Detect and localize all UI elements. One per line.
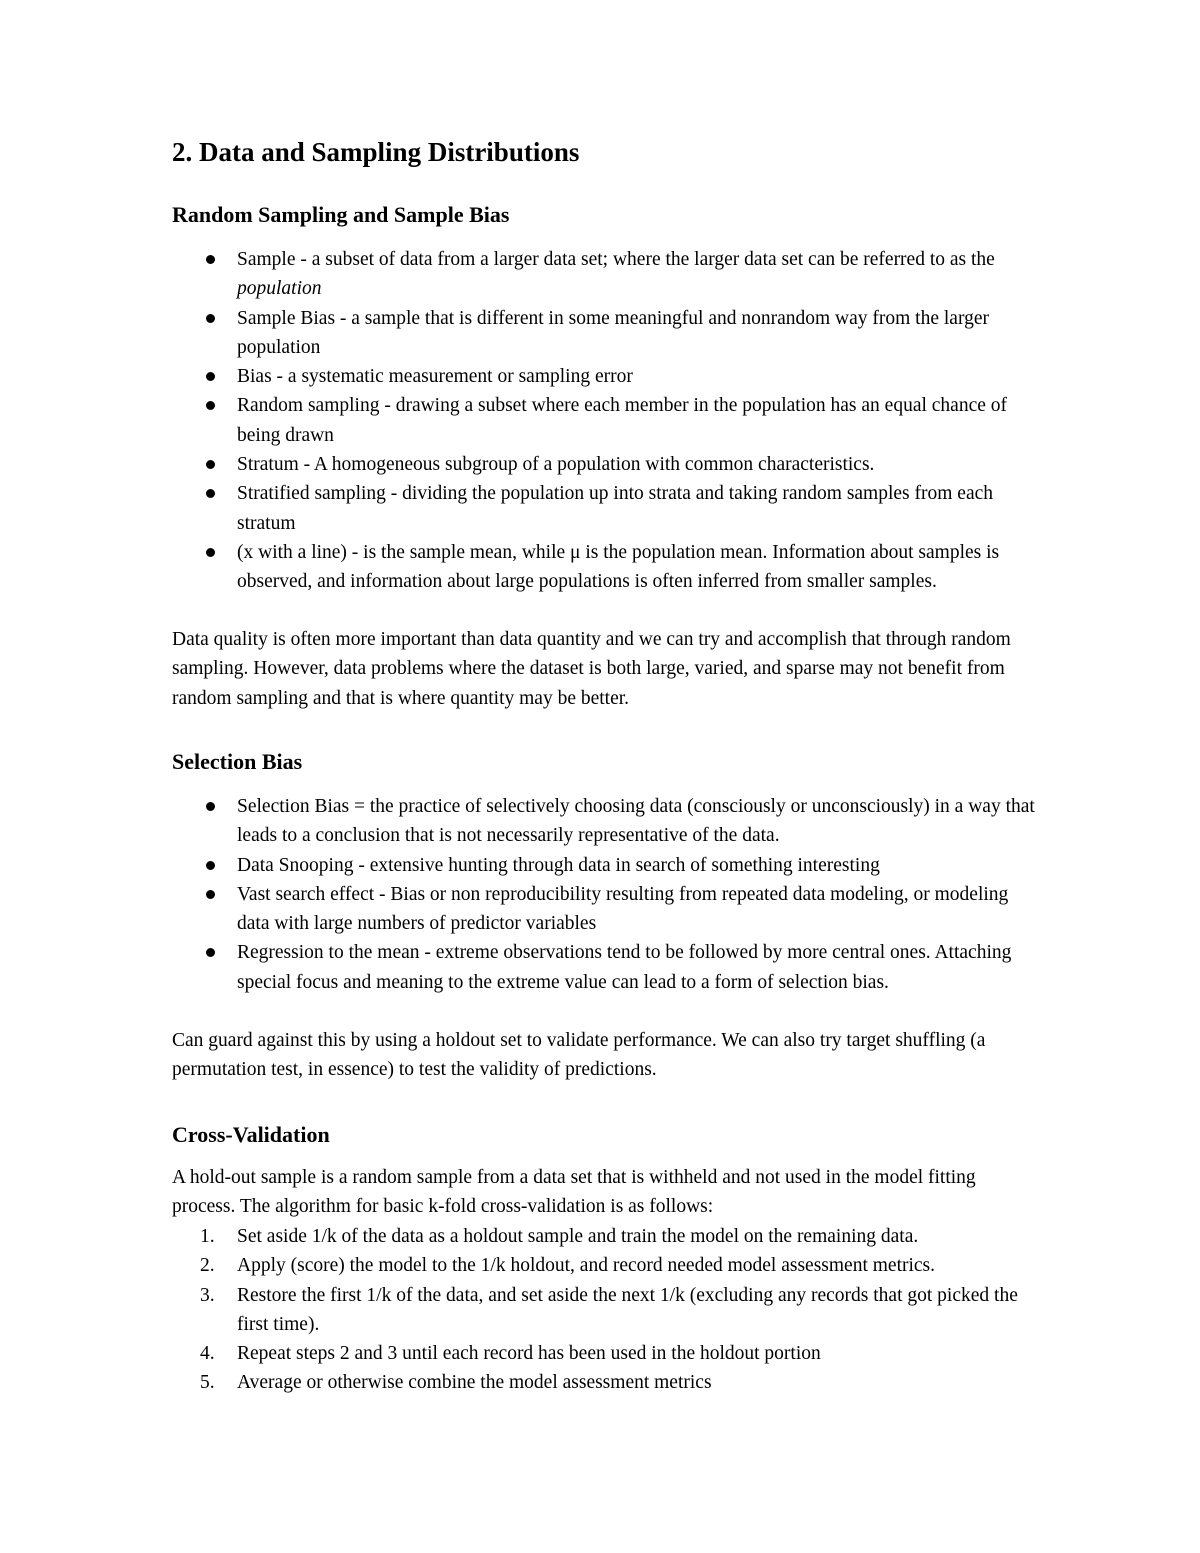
section-heading-cross-validation: Cross-Validation [172, 1122, 330, 1147]
list-item-text: Sample Bias - a sample that is different in some meaningful and nonrandom way from the larger population [237, 307, 989, 358]
cross-validation-paragraph: A hold-out sample is a random sample from a data set that is withheld and not used in the model fitting process. The algorithm for basic k-fold cross-validation is as follows: [172, 1167, 976, 1218]
list-item-text: Restore the first 1/k of the data, and set aside the next 1/k (excluding any records that got picked the first time). [237, 1284, 1018, 1335]
bullet-icon [206, 314, 215, 323]
selection-bias-list [172, 792, 1042, 997]
list-item-text: Regression to the mean - extreme observations tend to be followed by more central ones. Attaching special focus and meaning to the extreme value can lead to a form of selection bias. [237, 942, 1012, 993]
list-item-text: Vast search effect - Bias or non reproducibility resulting from repeated data modeling, or modeling data with large numbers of predictor variables [237, 883, 1009, 935]
list-item [172, 792, 1042, 851]
step-number: 4. [200, 1343, 215, 1365]
step-number: 2. [200, 1255, 215, 1277]
list-item [172, 450, 1042, 479]
list-item [172, 1339, 1042, 1368]
list-item [172, 362, 1042, 391]
list-item [172, 1368, 1042, 1397]
list-item-text: (x with a line) - is the sample mean, while μ is the population mean. Information about samples is observed, and information about large populations is often inferred from smaller samples. [237, 541, 1000, 593]
bullet-icon [206, 489, 215, 498]
list-item [172, 938, 1042, 997]
bullet-icon [206, 548, 215, 557]
list-item-text: Set aside 1/k of the data as a holdout sample and train the model on the remaining data. [237, 1226, 919, 1247]
list-item-text: Stratified sampling - dividing the population up into strata and taking random samples from each stratum [237, 483, 994, 534]
step-number: 1. [200, 1226, 215, 1247]
list-item [172, 304, 1042, 363]
list-item-text: Data Snooping - extensive hunting through data in search of something interesting [237, 854, 880, 876]
bullet-icon [206, 948, 215, 957]
random-sampling-list [172, 245, 1042, 597]
bullet-icon [206, 861, 215, 870]
list-item [172, 851, 1042, 880]
bullet-icon [206, 802, 215, 811]
list-item [172, 880, 1042, 939]
list-item-text: Repeat steps 2 and 3 until each record has been used in the holdout portion [237, 1343, 821, 1365]
bullet-icon [206, 372, 215, 381]
random-sampling-paragraph: Data quality is often more important than data quantity and we can try and accomplish that through random sampling. However, data problems where the dataset is both large, varied, and sparse may not benefit from random sampling and that is where quantity may be better. [172, 629, 1011, 709]
list-item [172, 538, 1042, 597]
step-number: 5. [200, 1372, 215, 1394]
section-heading-random-sampling: Random Sampling and Sample Bias [172, 202, 510, 227]
list-item [172, 245, 1042, 304]
bullet-icon [206, 890, 215, 899]
list-item-text: Average or otherwise combine the model assessment metrics [237, 1372, 712, 1394]
bullet-icon [206, 460, 215, 469]
list-item [172, 1281, 1042, 1340]
list-item-text: Random sampling - drawing a subset where each member in the population has an equal chance of being drawn [237, 395, 1008, 446]
bullet-icon [206, 401, 215, 410]
section-heading-selection-bias: Selection Bias [172, 749, 303, 774]
page-title: 2. Data and Sampling Distributions [172, 137, 580, 167]
list-item-text: Apply (score) the model to the 1/k holdout, and record needed model assessment metrics. [237, 1255, 936, 1277]
list-item-text: Sample - a subset of data from a larger data set; where the larger data set can be referred to as the [237, 249, 995, 270]
step-number: 3. [200, 1284, 215, 1306]
cross-validation-steps [172, 1222, 1042, 1398]
list-item [172, 1222, 1042, 1251]
list-item-text: Selection Bias = the practice of selectively choosing data (consciously or unconsciously) in a way that leads to a conclusion that is not necessarily representative of the data. [237, 796, 1035, 847]
list-item [172, 479, 1042, 538]
selection-bias-paragraph: Can guard against this by using a holdout set to validate performance. We can also try target shuffling (a permutation test, in essence) to test the validity of predictions. [172, 1030, 986, 1081]
bullet-icon [206, 255, 215, 264]
list-item [172, 1251, 1042, 1280]
list-item-text: Stratum - A homogeneous subgroup of a population with common characteristics. [237, 454, 875, 476]
list-item [172, 391, 1042, 450]
list-item-text: Bias - a systematic measurement or sampling error [237, 366, 633, 388]
list-item-emphasis: population [237, 278, 322, 300]
